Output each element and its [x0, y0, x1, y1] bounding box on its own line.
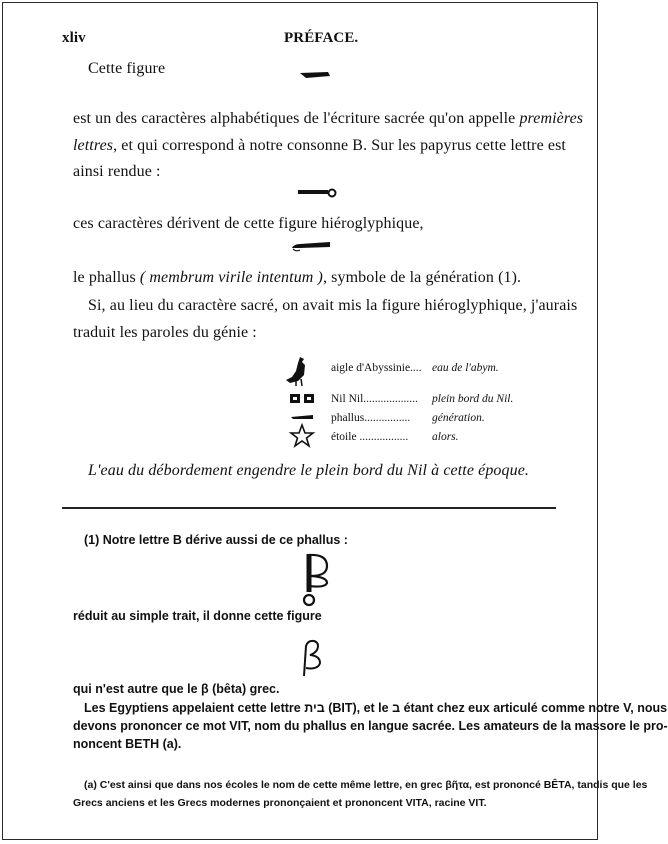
- footnote-line-6: noncent BETH (a).: [73, 737, 182, 751]
- legend-meaning-4: alors.: [432, 431, 459, 443]
- phallus-beta-figure: [293, 550, 343, 610]
- sacred-letter-glyph: [298, 70, 338, 84]
- footnote-line-4: Les Egyptiens appelaient cette lettre בית (BIT), et le ב étant chez eux articulé comme notre V, nous: [84, 701, 668, 715]
- text-line-7: Si, au lieu du caractère sacré, on avait mis la figure hiéroglyphique, j'aurais: [88, 297, 578, 314]
- text-line-2: est un des caractères alphabétiques de l'écriture sacrée qu'on appelle premières: [73, 110, 584, 127]
- translation-line: L'eau du débordement engendre le plein bord du Nil à cette époque.: [88, 462, 530, 479]
- page-number: xliv: [62, 30, 86, 46]
- papyrus-letter-glyph: [296, 186, 340, 200]
- text-line-4: ainsi rendue :: [73, 163, 161, 180]
- nile-hieroglyph: [289, 393, 317, 405]
- text-line-5: ces caractères dérivent de cette figure hiéroglyphique,: [73, 215, 424, 232]
- phallus-hieroglyph: [290, 238, 340, 254]
- legend-term-3: phallus................: [331, 412, 411, 424]
- legend-term-1: aigle d'Abyssinie....: [331, 362, 422, 374]
- legend-meaning-2: plein bord du Nil.: [432, 393, 514, 405]
- footnote-line-5: devons prononcer ce mot VIT, nom du phallus en langue sacrée. Les amateurs de la massore le pro-: [73, 719, 668, 733]
- beta-figure: [298, 638, 328, 678]
- legend-meaning-3: génération.: [432, 412, 485, 424]
- footnote-line-1: (1) Notre lettre B dérive aussi de ce phallus :: [84, 533, 348, 547]
- legend-term-2: Nil Nil...................: [331, 393, 418, 405]
- running-title: PRÉFACE.: [284, 30, 359, 46]
- legend-term-4: étoile .................: [331, 431, 409, 443]
- text-line-3: lettres, et qui correspond à notre consonne B. Sur les papyrus cette lettre est: [73, 137, 566, 154]
- text-line-8: traduit les paroles du génie :: [73, 324, 257, 341]
- subnote-line-2: Grecs anciens et les Grecs modernes prononçaient et prononcent VITA, racine VIT.: [73, 797, 487, 809]
- legend-meaning-1: eau de l'abym.: [432, 362, 499, 374]
- vulture-hieroglyph: [284, 355, 314, 387]
- phallus-small-hieroglyph: [289, 412, 319, 422]
- footnote-line-2: réduit au simple trait, il donne cette figure: [73, 609, 322, 623]
- star-hieroglyph: [290, 424, 314, 448]
- footnote-line-3: qui n'est autre que le β (bêta) grec.: [73, 682, 280, 696]
- text-line-6: le phallus ( membrum virile intentum ), symbole de la génération (1).: [73, 269, 522, 286]
- section-divider: [62, 507, 556, 509]
- text-line-1: Cette figure: [88, 60, 166, 77]
- subnote-line-1: (a) C'est ainsi que dans nos écoles le nom de cette même lettre, en grec βῆτα, est prononcé BÊTA, tandis que les: [84, 779, 648, 791]
